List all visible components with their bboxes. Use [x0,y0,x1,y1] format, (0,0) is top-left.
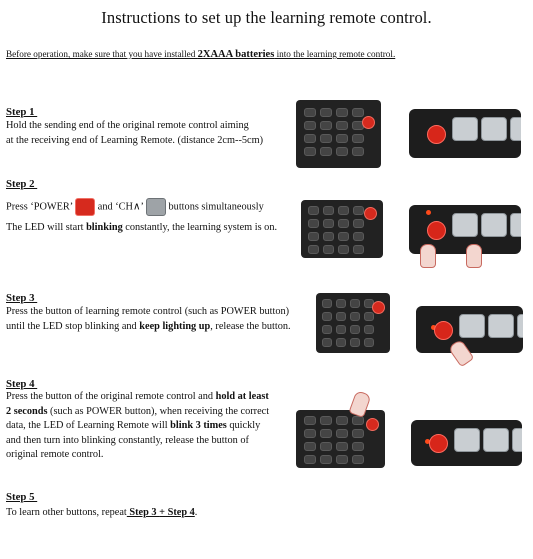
step-1-text: Hold the sending end of the original remote control aiming at the receiving end of Learning Remote. (distance 2cm--5cm) [6,120,264,146]
step-1-heading: Step 1 [6,106,38,118]
step-5-heading: Step 5 [6,491,38,503]
step-3-heading: Step 3 [6,292,38,304]
finger-icon [466,244,482,268]
step-5-text: To learn other buttons, repeat Step 3 + Step 4. [6,507,198,518]
original-remote-photo [316,293,390,353]
power-button-icon [75,198,95,216]
intro-line: Before operation, make sure that you have installed 2XAAA batteries into the learning remote control. [6,49,396,60]
step-4-text: Press the button of the original remote control and hold at least 2 seconds (such as POWER button), when receiving the correct data, the LED of Learning Remote will blink 3 times quickly and then turn into blinking constantly, release the button of original remote control. [6,391,270,461]
step-3-text: Press the button of learning remote control (such as POWER button) until the LED stop blinking and keep lighting up, release the button. [6,306,291,332]
ch-up-button-icon [146,198,166,216]
page-title: Instructions to set up the learning remote control. [101,8,432,27]
learning-remote-photo [409,109,521,158]
step-4-heading: Step 4 [6,378,38,390]
learning-remote-photo [416,306,523,353]
finger-icon [420,244,436,268]
original-remote-photo [296,100,381,168]
original-remote-photo [301,200,383,258]
original-remote-photo [296,410,385,468]
step-2-text: Press ‘POWER’ and ‘CH∧’ buttons simultaneously The LED will start blinking constantly, the learning system is on. [6,198,277,236]
step-2-heading: Step 2 [6,178,38,190]
learning-remote-photo [411,420,522,466]
